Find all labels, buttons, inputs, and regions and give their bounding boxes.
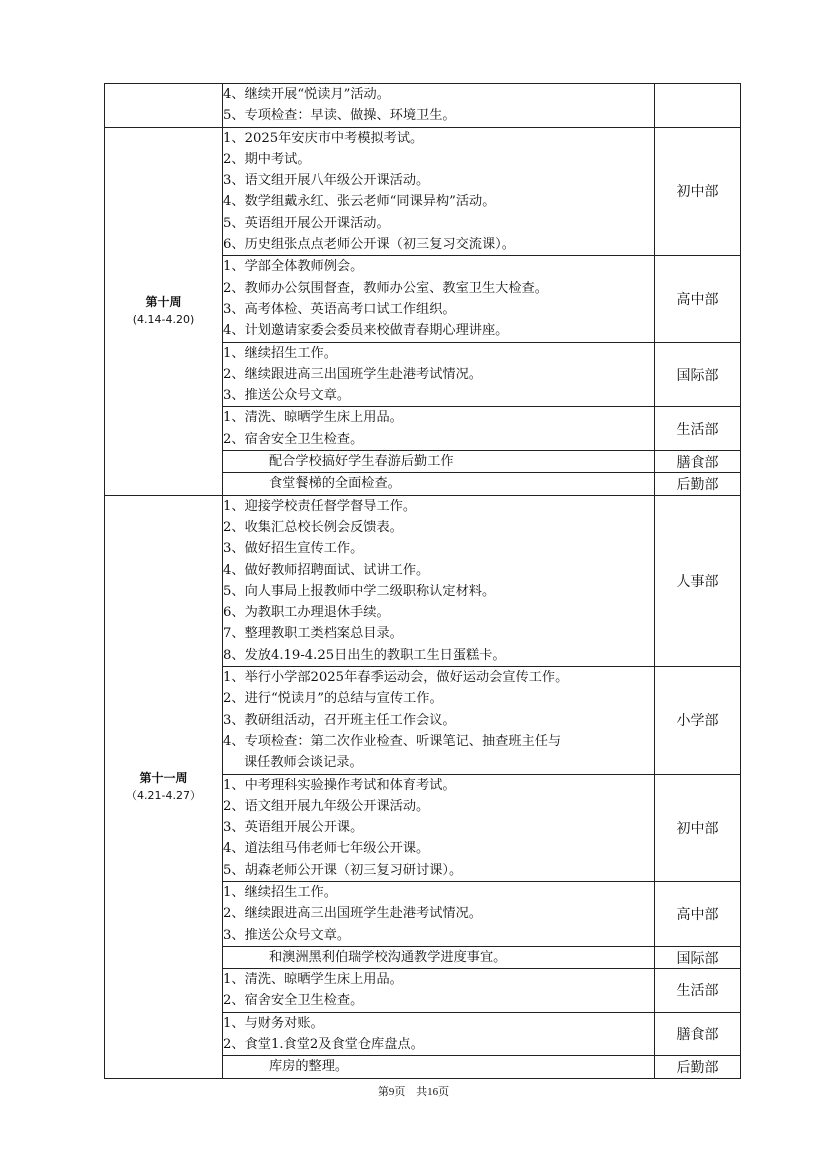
week-range: (4.14-4.20) xyxy=(132,313,195,327)
task-item: 1、清洗、晾晒学生床上用品。 xyxy=(223,410,403,426)
task-list-cell xyxy=(223,342,655,407)
task-item: 2、宿舍安全卫生检查。 xyxy=(223,431,364,447)
task-item: 3、教研组活动，召开班主任工作会议。 xyxy=(223,712,456,728)
task-item: 6、历史组张点点老师公开课（初三复习交流课）。 xyxy=(223,237,515,253)
task-item: 3、高考体检、英语高考口试工作组织。 xyxy=(223,301,456,317)
task-list-cell xyxy=(223,84,655,128)
task-item: 4、计划邀请家委会委员来校做青春期心理讲座。 xyxy=(223,323,509,339)
task-item: 2、收集汇总校长例会反馈表。 xyxy=(223,519,403,535)
task-list-cell xyxy=(223,774,655,881)
department-cell: 小学部 xyxy=(655,667,741,774)
task-item: 1、清洗、晾晒学生床上用品。 xyxy=(223,972,403,988)
task-list-cell xyxy=(223,256,655,342)
task-item: 5、英语组开展公开课活动。 xyxy=(223,215,390,231)
task-item: 4、道法组马伟老师七年级公开课。 xyxy=(223,841,430,857)
task-item: 5、胡森老师公开课（初三复习研讨课）。 xyxy=(223,862,463,878)
task-item: 配合学校搞好学生春游后勤工作 xyxy=(269,454,454,470)
plan-row xyxy=(105,495,741,666)
task-item: 课任教师会谈记录。 xyxy=(244,755,363,771)
department-cell: 膳食部 xyxy=(655,451,741,473)
department-cell: 人事部 xyxy=(655,495,741,666)
department-cell: 高中部 xyxy=(655,881,741,946)
task-item: 4、数学组戴永红、张云老师“同课异构”活动。 xyxy=(223,194,496,210)
week-cell-empty xyxy=(105,84,223,128)
week-cell xyxy=(105,495,223,1078)
task-item: 1、迎接学校责任督学督导工作。 xyxy=(223,498,417,514)
page-total: 共16页 xyxy=(416,1086,450,1098)
page-number: 第9页 xyxy=(377,1086,406,1098)
task-list-cell xyxy=(223,451,655,473)
department-cell xyxy=(655,84,741,128)
task-item: 1、与财务对账。 xyxy=(223,1015,324,1031)
week-name: 第十一周 xyxy=(139,770,188,785)
task-item: 2、宿舍安全卫生检查。 xyxy=(223,993,364,1009)
task-list-cell xyxy=(223,946,655,968)
task-item: 4、继续开展“悦读月”活动。 xyxy=(223,87,390,102)
task-item: 7、整理教职工类档案总目录。 xyxy=(223,626,403,642)
week-cell xyxy=(105,127,223,495)
plan-row xyxy=(105,84,741,128)
task-item: 2、食堂1.食堂2及食堂仓库盘点。 xyxy=(223,1037,424,1053)
task-item: 3、做好招生宣传工作。 xyxy=(223,541,364,557)
task-list-cell xyxy=(223,407,655,451)
task-item: 库房的整理。 xyxy=(269,1059,349,1075)
department-cell: 国际部 xyxy=(655,946,741,968)
task-item: 4、做好教师招聘面试、试讲工作。 xyxy=(223,562,430,578)
task-list-cell xyxy=(223,1056,655,1078)
task-item: 2、继续跟进高三出国班学生赴港考试情况。 xyxy=(223,366,482,382)
task-item: 和澳洲黑利伯瑞学校沟通教学进度事宜。 xyxy=(269,949,507,965)
task-list-cell xyxy=(223,495,655,666)
task-item: 3、推送公众号文章。 xyxy=(223,927,351,943)
department-cell: 国际部 xyxy=(655,342,741,407)
department-cell: 初中部 xyxy=(655,127,741,256)
task-item: 1、中考理科实验操作考试和体育考试。 xyxy=(223,777,456,793)
task-item: 3、英语组开展公开课。 xyxy=(223,820,364,836)
task-item: 1、2025年安庆市中考模拟考试。 xyxy=(223,130,424,146)
task-list-cell xyxy=(223,1012,655,1056)
department-cell: 高中部 xyxy=(655,256,741,342)
weekly-plan-table xyxy=(104,83,741,1079)
task-item: 5、向人事局上报教师中学二级职称认定材料。 xyxy=(223,583,496,599)
task-list-cell xyxy=(223,667,655,774)
page-footer xyxy=(0,1083,827,1099)
plan-row xyxy=(105,127,741,256)
department-cell: 后勤部 xyxy=(655,473,741,495)
week-name: 第十周 xyxy=(145,295,182,310)
task-item: 4、专项检查：第二次作业检查、听课笔记、抽查班主任与 xyxy=(223,733,562,749)
task-list-cell xyxy=(223,127,655,256)
task-item: 2、教师办公氛围督查，教师办公室、教室卫生大检查。 xyxy=(223,280,548,296)
task-item: 3、语文组开展八年级公开课活动。 xyxy=(223,173,430,189)
task-item: 1、继续招生工作。 xyxy=(223,345,337,361)
task-item: 6、为教职工办理退休手续。 xyxy=(223,605,390,621)
task-item: 5、专项检查：早读、做操、环境卫生。 xyxy=(223,108,456,124)
task-item: 2、期中考试。 xyxy=(223,151,311,167)
task-item: 2、进行“悦读月”的总结与宣传工作。 xyxy=(223,691,443,707)
task-list-cell xyxy=(223,473,655,495)
task-list-cell xyxy=(223,969,655,1013)
department-cell: 初中部 xyxy=(655,774,741,881)
department-cell: 生活部 xyxy=(655,969,741,1013)
department-cell: 膳食部 xyxy=(655,1012,741,1056)
task-item: 2、继续跟进高三出国班学生赴港考试情况。 xyxy=(223,906,482,922)
task-item: 2、语文组开展九年级公开课活动。 xyxy=(223,798,430,814)
task-item: 8、发放4.19-4.25日出生的教职工生日蛋糕卡。 xyxy=(223,647,506,663)
task-list-cell xyxy=(223,881,655,946)
weekly-plan-body xyxy=(105,84,741,1079)
week-range: （4.21-4.27） xyxy=(126,788,201,802)
task-item: 食堂餐梯的全面检查。 xyxy=(269,476,401,492)
task-item: 1、举行小学部2025年春季运动会，做好运动会宣传工作。 xyxy=(223,670,569,686)
task-item: 1、继续招生工作。 xyxy=(223,884,337,900)
task-item: 3、推送公众号文章。 xyxy=(223,388,351,404)
department-cell: 后勤部 xyxy=(655,1056,741,1078)
department-cell: 生活部 xyxy=(655,407,741,451)
task-item: 1、学部全体教师例会。 xyxy=(223,259,364,275)
